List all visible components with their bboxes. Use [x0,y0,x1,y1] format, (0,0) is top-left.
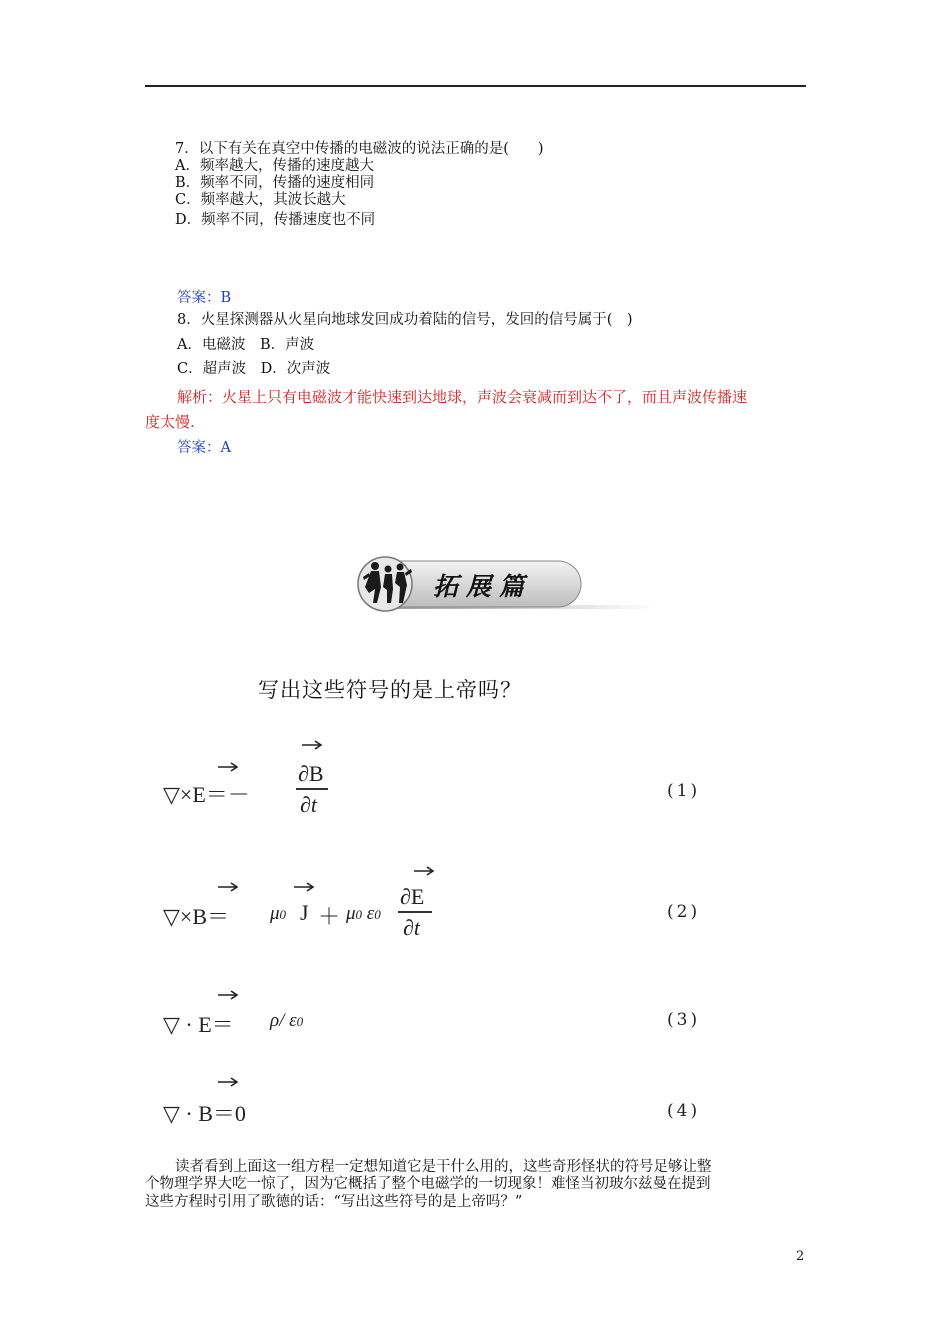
vector-arrow-icon [216,762,240,772]
equation-3-lhs: ▽ · E＝ [163,1012,234,1037]
subscript-zero: 0 [296,1014,304,1029]
q8-options-row1: A．电磁波 B．声波 [177,337,315,353]
slash-symbol: / [279,1010,285,1031]
page-number: 2 [796,1249,805,1264]
vector-arrow-icon [300,740,324,750]
epsilon-symbol: ε [366,903,375,924]
equation-2-denominator: ∂t [403,915,420,940]
vector-arrow-icon [292,882,316,892]
equation-1-numerator: ∂B [298,761,324,786]
subscript-zero: 0 [355,907,363,922]
mu-symbol: μ [270,903,280,924]
equation-2-mu [270,903,286,925]
q7-option-a: A．频率越大，传播的速度越大 [175,158,374,174]
vector-arrow-icon [216,1077,240,1087]
equation-2-mu0-eps0 [346,903,381,925]
q8-answer-value: A [220,440,231,456]
mu-symbol: μ [346,903,356,924]
epsilon-symbol: ε [289,1010,297,1031]
equation-1-number: (1) [667,781,701,801]
equation-3-number: (3) [667,1010,701,1030]
q8-options-row2: C．超声波 D．次声波 [177,361,331,377]
equation-1-denominator: ∂t [300,792,317,817]
q7-answer-value: B [220,290,232,306]
equation-2-current: J [300,900,309,925]
vector-arrow-icon [216,990,240,1000]
subscript-zero: 0 [279,907,287,922]
q8-analysis-label: 解析： [177,388,223,406]
header-rule [145,85,806,87]
q7-stem: 7．以下有关在真空中传播的电磁波的说法正确的是( ) [175,141,544,157]
q7-option-d: D．频率不同，传播速度也不同 [175,212,376,228]
equation-4-lhs: ▽ · B＝0 [163,1101,246,1126]
section-title: 写出这些符号的是上帝吗？ [258,678,522,702]
q7-option-b: B．频率不同，传播的速度相同 [175,175,375,191]
paragraph-line-1: 读者看到上面这一组方程一定想知道它是干什么用的，这些奇形怪状的符号足够让整 [175,1159,712,1175]
equation-1-fraction-bar [296,788,328,790]
q8-answer-label: 答案： [177,440,221,456]
equation-2-lhs: ▽×B＝ [163,904,230,929]
q8-answer [177,436,231,457]
q7-option-c: C．频率越大，其波长越大 [175,192,346,208]
equation-2-numerator: ∂E [400,884,425,909]
paragraph-line-3: 这些方程时引用了歌德的话：“写出这些符号的是上帝吗？” [145,1194,523,1210]
q7-answer-label: 答案： [177,290,221,306]
equation-1-lhs: ▽×E＝－ [163,782,250,807]
q7-answer [177,286,231,307]
q8-stem: 8．火星探测器从火星向地球发回成功着陆的信号，发回的信号属于( ) [177,312,633,328]
equation-4-number: (4) [667,1101,701,1121]
subscript-zero: 0 [374,907,381,922]
banner-title: 拓展篇 [433,572,533,601]
vector-arrow-icon [216,882,240,892]
vector-arrow-icon [412,866,436,876]
equation-2-fraction-bar [398,911,432,913]
q8-analysis [177,386,747,407]
section-banner [355,547,655,615]
q8-analysis-line1: 火星上只有电磁波才能快速到达地球，声波会衰减而到达不了，而且声波传播速 [222,388,748,406]
equation-2-plus: ＋ [318,904,341,929]
equation-2-number: (2) [667,902,701,922]
paragraph-line-2: 个物理学界大吃一惊了，因为它概括了整个电磁学的一切现象！难怪当初玻尔兹曼在提到 [145,1176,711,1192]
q8-analysis-line2: 度太慢. [145,413,195,431]
rho-symbol: ρ [270,1010,280,1031]
equation-3-rhs [270,1010,303,1032]
